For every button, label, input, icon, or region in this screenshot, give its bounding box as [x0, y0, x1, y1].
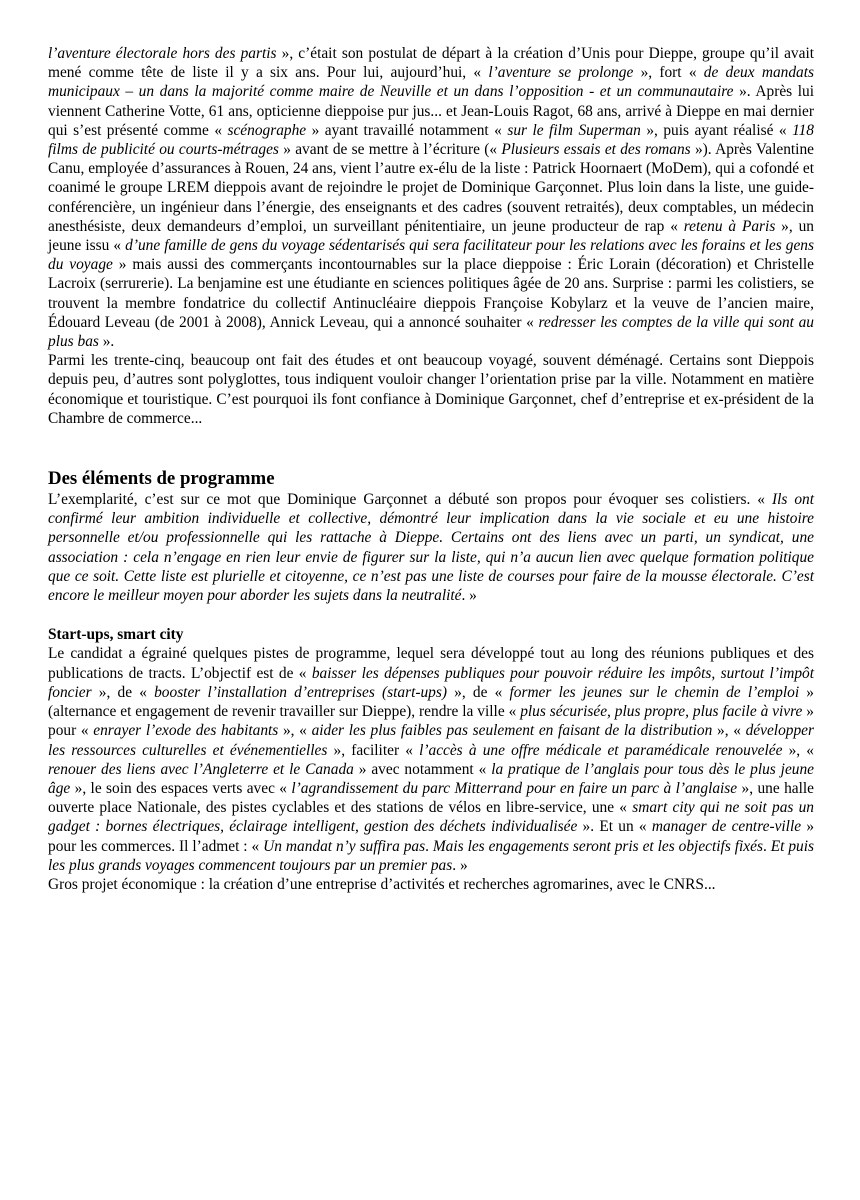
- quoted-text: redresser les comptes de la ville qui sont au plus bas: [48, 313, 814, 351]
- quoted-text: renouer des liens avec l’Angleterre et le Canada: [48, 760, 354, 778]
- text-run: »). Après Valentine Canu, employée d’assurances à Rouen, 24 ans, vient l’autre ex-élu de la liste : Patrick Hoornaert (MoDem), qui a cofondé et coanimé le groupe LREM dieppois avant de rejoindre le projet de Dominique Garçonnet. Plus loin dans la liste, une guide-conférencière, un ingénieur dans l’énergie, des enseignants et des cadres (souvent retraités), deux comptables, un médecin anesthésiste, deux demandeurs d’emploi, un surveillant pénitentiaire, un jeune producteur de rap «: [48, 141, 814, 235]
- text-run: », «: [782, 741, 814, 759]
- quoted-text: Plusieurs essais et des romans: [501, 141, 691, 159]
- quoted-text: Et puis les plus grands voyages commencent toujours par un premier pas: [48, 837, 814, 874]
- text-run: », le soin des espaces verts avec «: [70, 779, 292, 797]
- quoted-text: manager de centre-ville: [651, 818, 802, 836]
- text-run: ». Après lui viennent Catherine Votte, 61 ans, opticienne dieppoise pur jus... et Jean-Louis Ragot, 68 ans, arrivé à Dieppe en mai dernier qui s’est présenté comme «: [48, 83, 814, 139]
- quoted-text: baisser les dépenses publiques pour pouvoir réduire les impôts, surtout l’impôt foncier: [48, 664, 815, 701]
- text-run: L’exemplarité, c’est sur ce mot que Dominique Garçonnet a débuté son propos pour évoquer ses colistiers. «: [48, 491, 772, 509]
- text-run: » (alternance et engagement de revenir travailler sur Dieppe), rendre la ville «: [48, 683, 815, 721]
- text-run: ».: [98, 333, 115, 351]
- quoted-text: sur le film Superman: [507, 121, 641, 139]
- text-run: .: [762, 837, 771, 855]
- quoted-text: aider les plus faibles pas seulement en faisant de la distribution: [311, 722, 713, 740]
- quoted-text: d’une famille de gens du voyage sédentarisés qui sera facilitateur pour les relations avec les forains et les gens du voyage: [48, 237, 814, 274]
- text-run: », de «: [91, 683, 155, 701]
- text-run: . »: [452, 856, 468, 874]
- text-run: » pour «: [48, 703, 814, 740]
- quoted-text: 118 films de publicité ou courts-métrages: [48, 121, 815, 159]
- text-run: », de «: [446, 683, 510, 701]
- quoted-text: booster l’installation d’entreprises (start-ups): [154, 683, 447, 701]
- text-run: Parmi les trente-cinq, beaucoup ont fait des études et ont beaucoup voyagé, souvent déménagé. Certains sont Dieppois depuis peu, d’autres sont polyglottes, tous indiquent vouloir changer l’orientation prise par la ville. Notamment en matière économique et touristique. C’est pourquoi ils font confiance à Dominique Garçonnet, chef d’entreprise et ex-président de la Chambre de commerce...: [48, 352, 814, 427]
- quoted-text: smart city qui ne soit pas un gadget : bornes électriques, éclairage intelligent, gestion des déchets individualisée: [48, 799, 814, 836]
- subsection-paragraph: [48, 644, 814, 874]
- text-run: ». Et un «: [577, 818, 652, 836]
- quoted-text: de deux mandats municipaux – un dans la majorité comme maire de Neuville et un dans l’opposition - et un communautaire: [48, 64, 814, 101]
- text-run: », puis ayant réalisé «: [640, 121, 793, 139]
- quoted-text: former les jeunes sur le chemin de l’emploi: [509, 683, 800, 701]
- body-paragraph: [48, 44, 814, 351]
- text-run: », «: [278, 722, 312, 740]
- subsection-heading: Start-ups, smart city: [48, 626, 184, 644]
- text-run: », faciliter «: [327, 741, 420, 759]
- quoted-text: scénographe: [227, 121, 307, 139]
- quoted-text: l’accès à une offre médicale et paramédicale renouvelée: [419, 741, 783, 759]
- quoted-text: enrayer l’exode des habitants: [93, 722, 279, 740]
- body-paragraph: [48, 351, 814, 428]
- quoted-text: retenu à Paris: [683, 217, 776, 235]
- text-run: » pour les commerces. Il l’admet : «: [48, 818, 815, 855]
- quoted-text: Mais les engagements seront pris et les objectifs fixés: [432, 837, 763, 855]
- text-run: », un jeune issu «: [48, 217, 814, 255]
- article-body: [48, 44, 814, 428]
- text-run: » avant de se mettre à l’écriture («: [278, 141, 502, 159]
- section-paragraph: [48, 490, 814, 605]
- subsection-paragraph: [48, 875, 814, 894]
- text-run: .: [425, 837, 433, 855]
- text-run: » ayant travaillé notamment «: [306, 121, 508, 139]
- text-run: » mais aussi des commerçants incontournables sur la place dieppoise : Éric Lorain (décoration) et Christelle Lacroix (serrurerie). La benjamine est une étudiante en sciences politiques âgée de 20 ans. Surprise : parmi les colistiers, se trouvent la membre fondatrice du collectif Antinucléaire dieppois Françoise Kobylarz et la veuve de l’ancien maire, Édouard Leveau (de 2001 à 2008), Annick Leveau, qui a annoncé souhaiter «: [48, 256, 814, 331]
- text-run: », «: [712, 722, 746, 740]
- text-run: Gros projet économique : la création d’une entreprise d’activités et recherches agromarines, avec le CNRS...: [48, 875, 716, 893]
- section-heading: Des éléments de programme: [48, 468, 275, 490]
- text-run: » avec notamment «: [353, 760, 492, 778]
- text-run: Le candidat a égrainé quelques pistes de programme, lequel sera développé tout au long des réunions publiques et des publications de tracts. L’objectif est de «: [48, 645, 814, 682]
- text-run: . »: [461, 587, 477, 605]
- quoted-text: Un mandat n’y suffira pas: [263, 837, 426, 855]
- quoted-text: la pratique de l’anglais pour tous dès le plus jeune âge: [48, 760, 815, 797]
- text-run: », une halle ouverte place Nationale, des pistes cyclables et des stations de vélos en libre-service, une «: [48, 779, 814, 817]
- text-run: », fort «: [633, 64, 704, 82]
- quoted-text: plus sécurisée, plus propre, plus facile à vivre: [520, 703, 803, 721]
- quoted-text: l’aventure électorale hors des partis: [48, 45, 277, 62]
- text-run: », c’était son postulat de départ à la création d’Unis pour Dieppe, groupe qu’il avait mené comme tête de liste il y a six ans. Pour lui, aujourd’hui, «: [48, 45, 814, 82]
- quoted-text: Ils ont confirmé leur ambition individuelle et collective, démontré leur implication dans la vie sociale et eu une histoire personnelle et/ou professionnelle qui les rattache à Dieppe. Certains ont des liens avec un parti, un syndicat, une association : cela n’engage en rien leur envie de figurer sur la liste, qui n’a aucun lien avec quelque formation politique que ce soit. Cette liste est plurielle et citoyenne, ce n’est pas une liste de courses pour faire de la mousse électorale. C’est encore le meilleur moyen pour aborder les sujets dans la neutralité: [48, 491, 815, 605]
- quoted-text: l’aventure se prolonge: [488, 64, 634, 82]
- quoted-text: développer les ressources culturelles et événementielles: [48, 722, 814, 759]
- quoted-text: l’agrandissement du parc Mitterrand pour en faire un parc à l’anglaise: [291, 779, 738, 797]
